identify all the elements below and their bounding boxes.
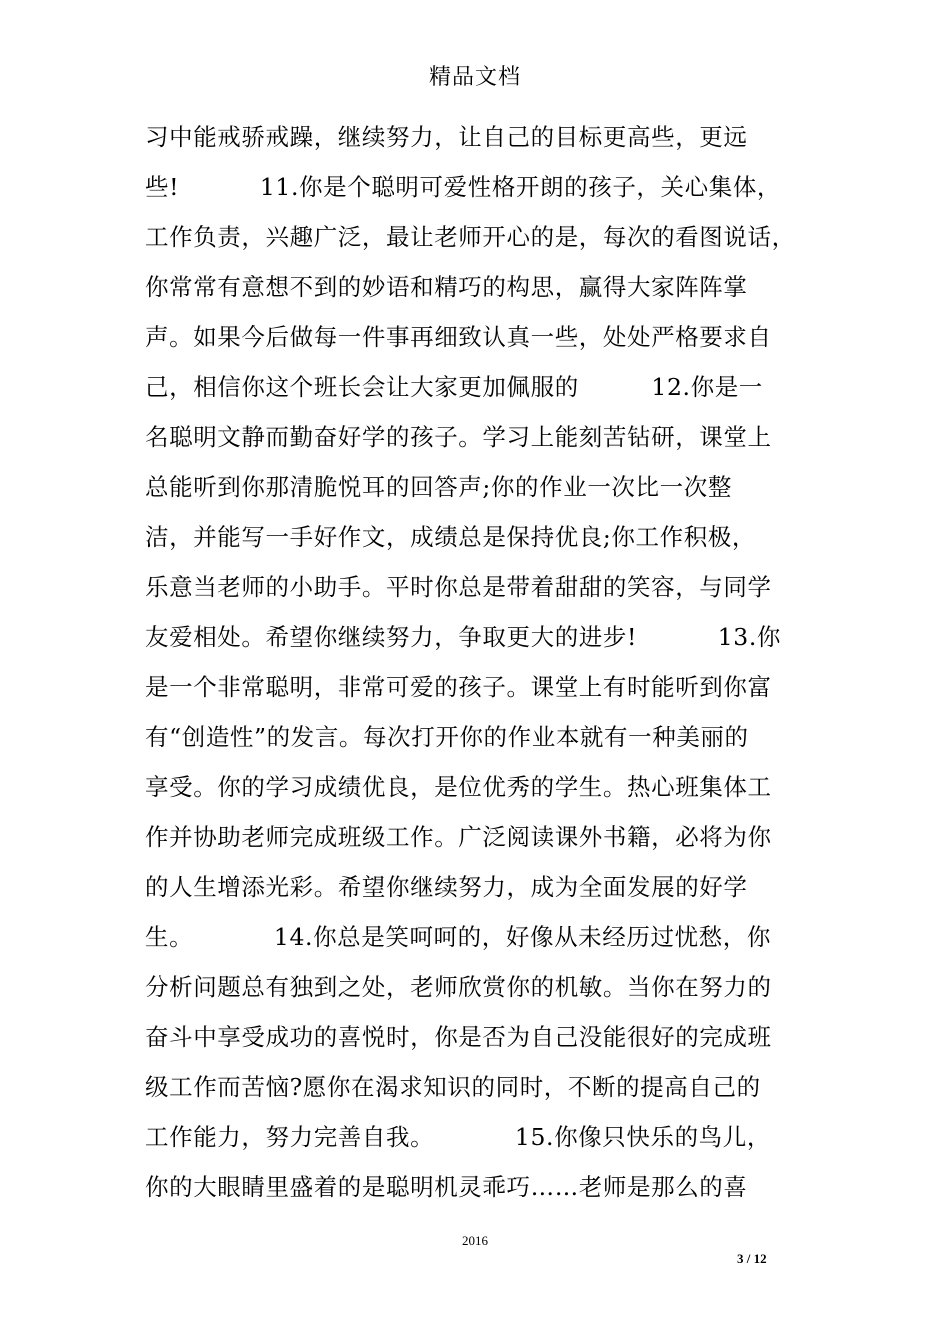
text-line: 洁，并能写一手好作文，成绩总是保持优良;你工作积极， xyxy=(145,523,757,551)
text-line: 奋斗中享受成功的喜悦时，你是否为自己没能很好的完成班 xyxy=(145,1023,772,1051)
page-number: 3 / 12 xyxy=(737,1251,767,1266)
text-line: 名聪明文静而勤奋好学的孩子。学习上能刻苦钻研，课堂上 xyxy=(145,423,772,451)
text-line: 工作能力，努力完善自我。 15.你像只快乐的鸟儿， xyxy=(145,1123,771,1151)
document-header: 精品文档 xyxy=(428,65,521,90)
text-line: 的人生增添光彩。希望你继续努力，成为全面发展的好学 xyxy=(145,873,748,901)
text-line: 你的大眼睛里盛着的是聪明机灵乖巧……老师是那么的喜 xyxy=(145,1173,748,1201)
text-line: 级工作而苦恼?愿你在渴求知识的同时，不断的提高自己的 xyxy=(145,1073,761,1101)
text-line: 分析问题总有独到之处，老师欣赏你的机敏。当你在努力的 xyxy=(145,973,772,1001)
text-line: 总能听到你那清脆悦耳的回答声;你的作业一次比一次整 xyxy=(145,473,732,501)
text-line: 友爱相处。希望你继续努力，争取更大的进步! 13.你 xyxy=(145,623,782,651)
text-line: 些! 11.你是个聪明可爱性格开朗的孩子，关心集体， xyxy=(145,173,782,201)
footer-year: 2016 xyxy=(462,1233,488,1248)
text-line: 己，相信你这个班长会让大家更加佩服的 12.你是一 xyxy=(145,373,763,401)
text-line: 享受。你的学习成绩优良，是位优秀的学生。热心班集体工 xyxy=(145,773,772,801)
text-line: 你常常有意想不到的妙语和精巧的构思，赢得大家阵阵掌 xyxy=(145,273,748,301)
text-line: 乐意当老师的小助手。平时你总是带着甜甜的笑容，与同学 xyxy=(145,573,772,601)
text-line: 有“创造性”的发言。每次打开你的作业本就有一种美丽的 xyxy=(145,723,749,751)
text-line: 作并协助老师完成班级工作。广泛阅读课外书籍，必将为你 xyxy=(145,823,772,851)
text-line: 生。 14.你总是笑呵呵的，好像从未经历过忧愁，你 xyxy=(145,923,771,951)
text-line: 声。如果今后做每一件事再细致认真一些，处处严格要求自 xyxy=(145,323,772,351)
document-body xyxy=(145,112,845,1212)
text-line: 工作负责，兴趣广泛，最让老师开心的是，每次的看图说话， xyxy=(145,223,796,251)
text-line: 是一个非常聪明，非常可爱的孩子。课堂上有时能听到你富 xyxy=(145,673,772,701)
text-line: 习中能戒骄戒躁，继续努力，让自己的目标更高些，更远 xyxy=(145,123,748,151)
